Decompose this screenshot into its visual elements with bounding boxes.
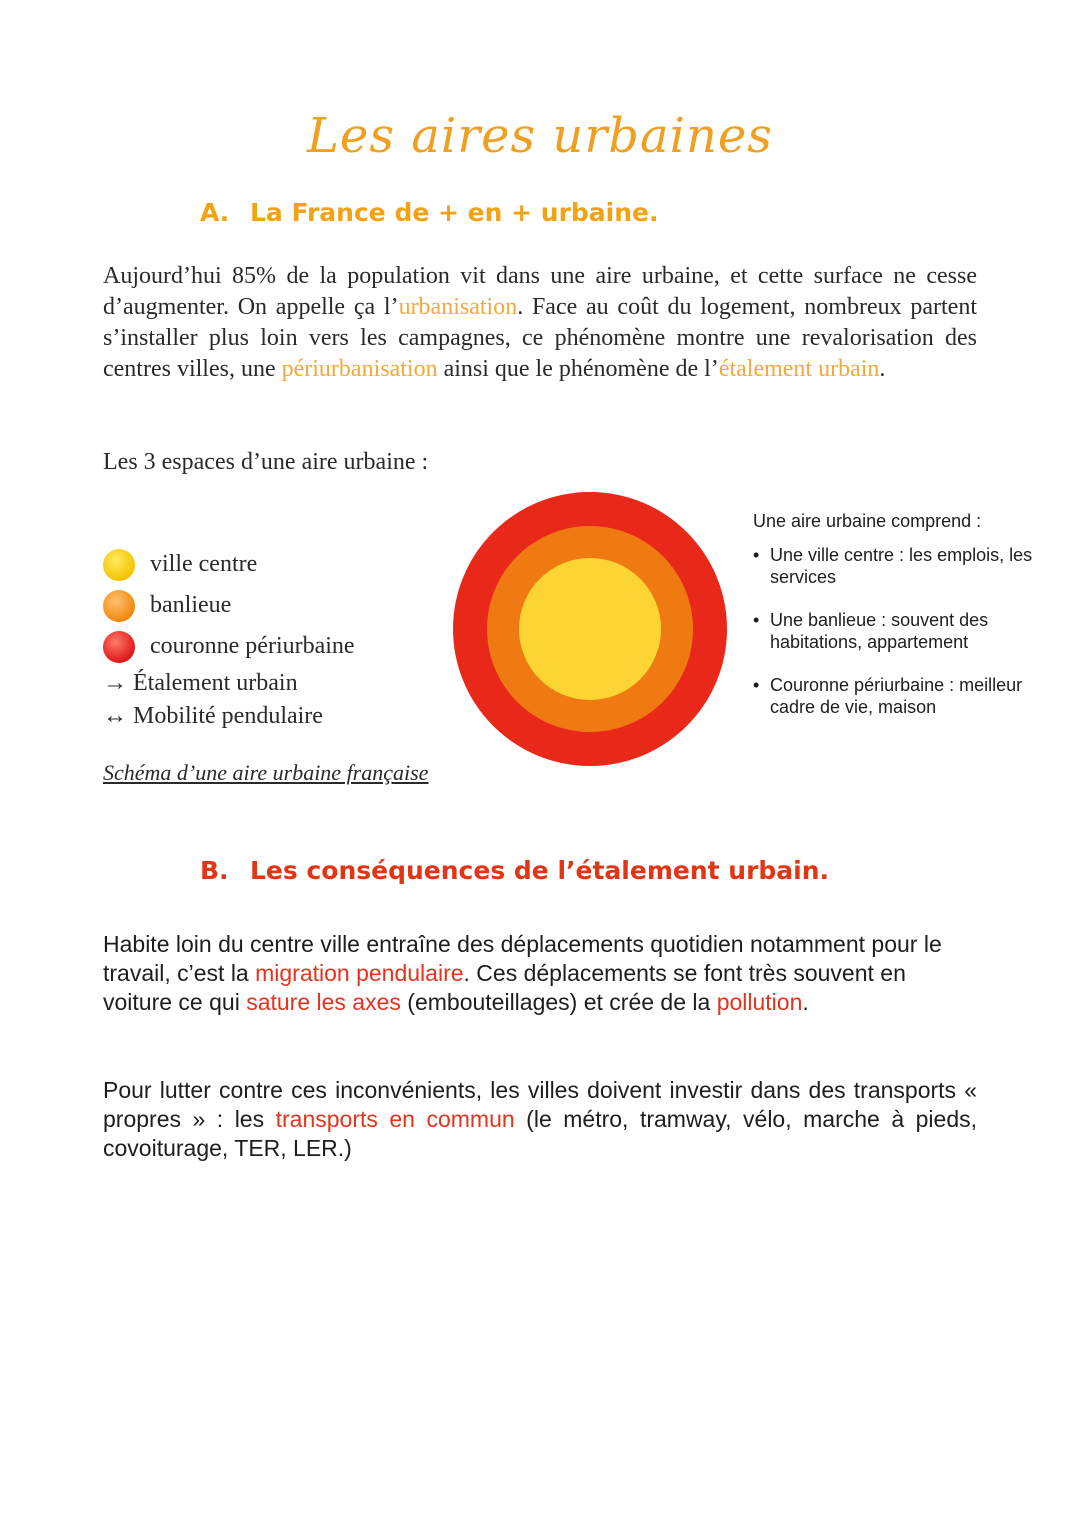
- legend-item-ville-centre: [103, 544, 355, 585]
- legend-item-banlieue: [103, 585, 355, 626]
- legend-arrow-mobilite: ↔ Mobilité pendulaire: [103, 703, 323, 729]
- text-segment: . Face au coût du logement, nombreux partent s’installer plus loin vers les campagnes, ce phénomène montre une revalorisation des centres villes, une: [103, 294, 978, 382]
- diagram-legend: [103, 544, 355, 733]
- text-segment: Aujourd’hui 85% de la population vit dans une aire urbaine, et cette surface ne cesse d’augmenter. On appelle ça l’: [103, 263, 977, 320]
- side-item-ville-centre: • Une ville centre : les emplois, les services: [753, 544, 1053, 588]
- text-segment: .: [802, 989, 809, 1015]
- transports-paragraph: [103, 1076, 977, 1163]
- highlight-transports-en-commun: transports en commun: [275, 1106, 515, 1132]
- section-a-number: A.: [200, 198, 230, 227]
- legend-label: couronne périurbaine: [150, 633, 355, 659]
- legend-label: banlieue: [150, 592, 232, 618]
- highlight-urbanisation: urbanisation: [398, 294, 518, 320]
- highlight-pollution: pollution: [716, 989, 803, 1015]
- side-description: [753, 509, 1053, 739]
- section-b-title: Les conséquences de l’étalement urbain.: [250, 856, 830, 885]
- text-segment: (le métro, tramway, vélo, marche à pieds, covoiturage, TER, LER.): [103, 1106, 977, 1161]
- side-item-couronne: • Couronne périurbaine : meilleur cadre de vie, maison: [753, 674, 1053, 718]
- section-b-heading: [200, 856, 829, 885]
- text-segment: Habite loin du centre ville entraîne des déplacements quotidien notamment pour le travail, c’est la: [103, 931, 942, 986]
- red-circle-icon: [103, 631, 135, 663]
- yellow-circle-icon: [103, 549, 135, 581]
- orange-circle-icon: [103, 590, 135, 622]
- section-b-number: B.: [200, 856, 229, 885]
- urbanisation-paragraph: [103, 261, 977, 385]
- highlight-migration-pendulaire: migration pendulaire: [255, 960, 464, 986]
- side-title: Une aire urbaine comprend :: [753, 511, 982, 531]
- side-item-banlieue: • Une banlieue : souvent des habitations, appartement: [753, 609, 1053, 653]
- text-segment: .: [879, 356, 886, 382]
- section-a-heading: [200, 198, 658, 227]
- text-segment: (embouteillages) et crée de la: [400, 989, 717, 1015]
- highlight-sature-les-axes: sature les axes: [246, 989, 401, 1015]
- text-segment: Pour lutter contre ces inconvénients, les villes doivent investir dans des transports « propres » : les: [103, 1077, 977, 1132]
- text-segment: . Ces déplacements se font très souvent en voiture ce qui: [103, 960, 906, 1015]
- text-segment: ainsi que le phénomène de l’: [437, 356, 719, 382]
- urban-area-diagram: [453, 492, 727, 766]
- legend-item-couronne-periurbaine: [103, 626, 355, 667]
- legend-arrow-etalement: → Étalement urbain: [103, 670, 298, 696]
- spaces-intro: Les 3 espaces d’une aire urbaine :: [103, 449, 429, 475]
- inner-circle-ville-centre: [519, 558, 661, 700]
- highlight-periurbanisation: périurbanisation: [281, 356, 438, 382]
- diagram-caption: Schéma d’une aire urbaine française: [103, 760, 429, 785]
- legend-label: ville centre: [150, 551, 258, 577]
- highlight-etalement-urbain: étalement urbain: [718, 356, 880, 382]
- side-list: [753, 544, 1053, 718]
- section-a-title: La France de + en + urbaine.: [250, 198, 659, 227]
- page-title: Les aires urbaines: [307, 108, 773, 164]
- migration-paragraph: [103, 930, 977, 1017]
